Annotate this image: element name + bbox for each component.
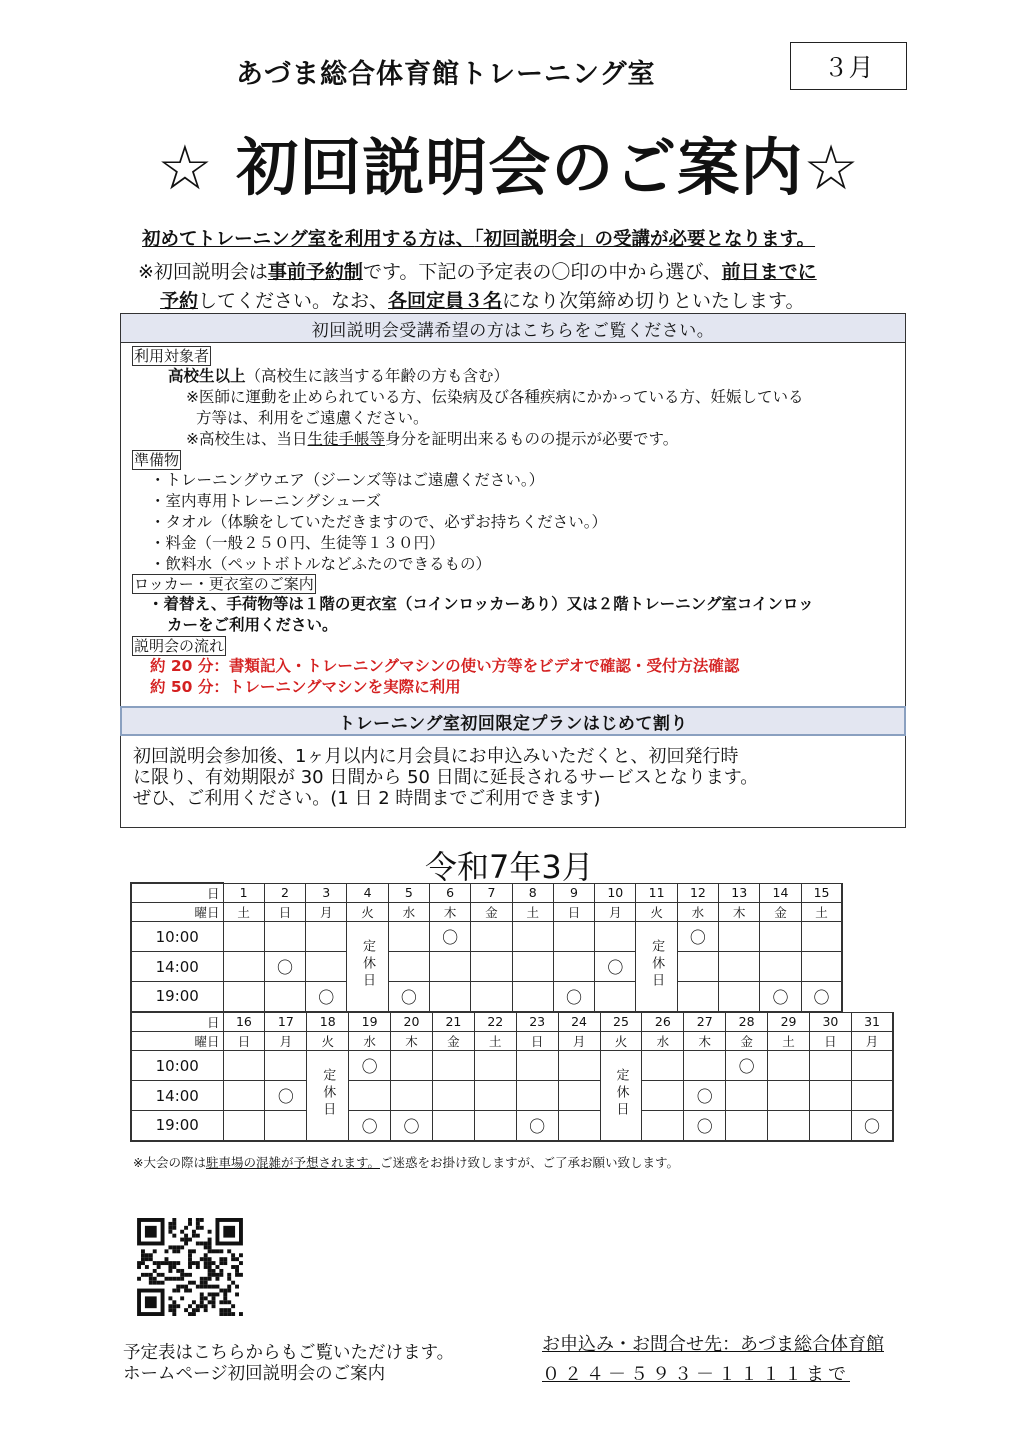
closed-label: 定休日 (649, 938, 665, 990)
available-mark[interactable]: 〇 (400, 987, 417, 1007)
slot-cell (429, 982, 470, 1012)
day-number: 20 (391, 1012, 433, 1032)
intro-text: 初めてトレーニング室を利用する方は、 (142, 229, 475, 250)
weekday: 金 (726, 1032, 768, 1051)
slot-cell (719, 922, 760, 952)
slot-cell (642, 1111, 684, 1141)
target-main-text: 高校生以上 (168, 367, 246, 385)
day-number: 16 (223, 1012, 265, 1032)
calendar-week-2 (130, 1011, 894, 1142)
slot-cell (223, 922, 264, 952)
slot-cell (719, 952, 760, 982)
intro-text: してください。なお、 (198, 290, 389, 312)
day-row-label: 日 (131, 1012, 223, 1032)
slot-cell (474, 1081, 516, 1111)
weekday: 火 (600, 1032, 642, 1051)
available-mark[interactable]: 〇 (276, 958, 293, 977)
closed-day-cell (307, 1051, 349, 1141)
day-number: 12 (677, 883, 718, 903)
weekday: 土 (801, 903, 842, 922)
day-number: 13 (719, 883, 760, 903)
slot-cell (349, 1081, 391, 1111)
slot-cell[interactable] (684, 1111, 726, 1141)
slot-cell (223, 982, 264, 1012)
intro-line-3 (160, 286, 805, 313)
slot-cell[interactable] (306, 982, 347, 1012)
weekday-row-label: 曜日 (131, 903, 223, 922)
slot-cell (595, 982, 636, 1012)
slot-cell (801, 952, 842, 982)
intro-line-2 (138, 257, 817, 284)
available-mark[interactable]: 〇 (813, 987, 830, 1007)
day-number: 9 (553, 883, 594, 903)
weekday: 木 (684, 1032, 726, 1051)
day-number: 8 (512, 883, 553, 903)
intro-line-1 (142, 225, 815, 251)
available-mark[interactable]: 〇 (566, 987, 583, 1007)
slot-cell (558, 1111, 600, 1141)
slot-cell (809, 1111, 851, 1141)
locker-section (132, 574, 316, 593)
slot-cell[interactable] (349, 1051, 391, 1081)
day-number: 2 (264, 883, 305, 903)
slot-cell[interactable] (349, 1111, 391, 1141)
slot-cell (265, 1051, 307, 1081)
target-note-1b: 方等は、利用をご遠慮ください。 (196, 409, 429, 427)
slot-cell (306, 922, 347, 952)
slot-cell (726, 1111, 768, 1141)
note-text: ※大会の際は (133, 1155, 206, 1170)
available-mark[interactable]: 〇 (772, 987, 789, 1007)
slot-cell (595, 922, 636, 952)
slot-cell (432, 1111, 474, 1141)
item-1: ・室内専用トレーニングシューズ (150, 492, 382, 510)
slot-cell (516, 1051, 558, 1081)
slot-cell (553, 922, 594, 952)
slot-cell[interactable] (388, 982, 429, 1012)
items-section (132, 450, 181, 469)
slot-cell[interactable] (726, 1051, 768, 1081)
flow-step-2: 約 50 分：トレーニングマシンを実際に利用 (150, 678, 461, 696)
target-main-note: （高校生に該当する年齢の方も含む） (245, 367, 510, 385)
closed-label: 定休日 (360, 938, 376, 990)
plan-line-3: ぜひ、ご利用ください。(1 日 2 時間までご利用できます) (133, 788, 601, 809)
intro-text: になり次第締め切りといたします。 (502, 290, 805, 312)
day-number: 23 (516, 1012, 558, 1032)
qr-caption-line-2: ホームページ初回説明会のご案内 (123, 1364, 386, 1384)
slot-cell (388, 952, 429, 982)
slot-cell[interactable] (851, 1111, 893, 1141)
intro-emphasis: 予約 (160, 290, 199, 312)
slot-cell[interactable] (801, 982, 842, 1012)
slot-cell (719, 982, 760, 1012)
note-emphasis: 生徒手帳等 (307, 430, 386, 448)
slot-cell (223, 952, 264, 982)
facility-name: あづま総合体育館トレーニング室 (236, 59, 656, 90)
weekday: 日 (264, 903, 305, 922)
slot-cell (264, 982, 305, 1012)
slot-cell (760, 952, 801, 982)
time-label: 10:00 (131, 922, 223, 952)
available-mark[interactable]: 〇 (696, 1087, 713, 1106)
day-number: 14 (760, 883, 801, 903)
day-number: 4 (347, 883, 388, 903)
weekday: 水 (642, 1032, 684, 1051)
slot-cell (851, 1081, 893, 1111)
weekday: 日 (516, 1032, 558, 1051)
slot-cell[interactable] (595, 952, 636, 982)
slot-cell (471, 922, 512, 952)
locker-label: ロッカー・更衣室のご案内 (134, 575, 314, 593)
slot-cell (471, 982, 512, 1012)
parking-note (133, 1153, 679, 1171)
weekday: 木 (391, 1032, 433, 1051)
day-number: 29 (768, 1012, 810, 1032)
slot-cell (809, 1051, 851, 1081)
available-mark[interactable]: 〇 (738, 1057, 755, 1076)
slot-cell (558, 1081, 600, 1111)
slot-cell[interactable] (677, 922, 718, 952)
weekday: 金 (432, 1032, 474, 1051)
weekday: 日 (553, 903, 594, 922)
slot-cell (809, 1081, 851, 1111)
available-mark[interactable]: 〇 (442, 928, 459, 947)
closed-label: 定休日 (320, 1067, 336, 1119)
weekday: 火 (347, 903, 388, 922)
slot-cell (851, 1051, 893, 1081)
qr-caption-line-1: 予定表はこちらからもご覧いただけます。 (123, 1343, 455, 1363)
time-label: 14:00 (131, 1081, 223, 1111)
slot-cell[interactable] (429, 922, 470, 952)
slot-cell (391, 1051, 433, 1081)
slot-cell[interactable] (684, 1081, 726, 1111)
intro-text: です。下記の予定表の〇印の中から選び、 (362, 261, 722, 283)
slot-cell (516, 1081, 558, 1111)
slot-cell (760, 922, 801, 952)
flow-step-1: 約 20 分：書類記入・トレーニングマシンの使い方等をビデオで確認・受付方法確認 (150, 657, 740, 675)
qr-code-icon[interactable] (136, 1218, 244, 1316)
day-number: 3 (306, 883, 347, 903)
slot-cell (432, 1051, 474, 1081)
slot-cell (512, 982, 553, 1012)
items-label: 準備物 (134, 451, 180, 469)
plan-line-2: に限り、有効期限が 30 日間から 50 日間に延長されるサービスとなります。 (133, 767, 759, 788)
flow-label: 説明会の流れ (134, 637, 225, 655)
day-number: 18 (307, 1012, 349, 1032)
slot-cell (223, 1051, 265, 1081)
contact-info: お申込み・お問合せ先：あづま総合体育館 (542, 1334, 884, 1355)
calendar-week-1 (130, 882, 843, 1013)
day-row-label: 日 (131, 883, 223, 903)
phone-number: ０２４－５９３－１１１１まで (542, 1364, 850, 1385)
slot-cell (726, 1081, 768, 1111)
day-number: 28 (726, 1012, 768, 1032)
locker-line-2: カーをご利用ください。 (167, 616, 338, 634)
slot-cell (768, 1051, 810, 1081)
weekday: 月 (851, 1032, 893, 1051)
slot-cell (265, 1111, 307, 1141)
weekday: 月 (595, 903, 636, 922)
weekday: 日 (809, 1032, 851, 1051)
day-number: 6 (429, 883, 470, 903)
note-text: 身分を証明出来るものの提示が必要です。 (385, 430, 679, 448)
slot-cell[interactable] (264, 952, 305, 982)
day-number: 27 (684, 1012, 726, 1032)
day-number: 15 (801, 883, 842, 903)
locker-line-1: ・着替え、手荷物等は１階の更衣室（コインロッカーあり）又は２階トレーニング室コインロッ (148, 595, 814, 613)
weekday: 金 (760, 903, 801, 922)
day-number: 25 (600, 1012, 642, 1032)
weekday: 金 (471, 903, 512, 922)
time-label: 19:00 (131, 982, 223, 1012)
weekday: 水 (349, 1032, 391, 1051)
plan-heading: トレーニング室初回限定プランはじめて割り (120, 706, 906, 736)
target-note-2 (186, 429, 678, 450)
note-emphasis: 駐車場の混雑が予想されます。 (205, 1155, 380, 1170)
closed-day-cell (347, 922, 388, 1012)
flow-section (132, 636, 226, 655)
month-badge: ３月 (790, 42, 907, 90)
available-mark[interactable]: 〇 (696, 1116, 713, 1136)
page-title: ☆ 初回説明会のご案内☆ (157, 131, 860, 204)
note-text: ご迷惑をお掛け致しますが、ご了承お願い致します。 (380, 1155, 680, 1170)
day-number: 21 (432, 1012, 474, 1032)
closed-label: 定休日 (613, 1067, 629, 1119)
slot-cell (306, 952, 347, 982)
intro-emphasis: 各回定員３名 (388, 290, 503, 312)
time-label: 10:00 (131, 1051, 223, 1081)
weekday: 土 (512, 903, 553, 922)
weekday: 木 (719, 903, 760, 922)
slot-cell[interactable] (553, 982, 594, 1012)
info-heading: 初回説明会受講希望の方はこちらをご覧ください。 (120, 313, 906, 343)
intro-text: ※初回説明会は (138, 261, 268, 283)
target-section (132, 346, 211, 365)
weekday: 土 (223, 903, 264, 922)
weekday: 火 (636, 903, 677, 922)
note-text: ※高校生は、当日 (186, 430, 308, 448)
slot-cell (768, 1081, 810, 1111)
closed-day-cell (636, 922, 677, 1012)
slot-cell[interactable] (265, 1081, 307, 1111)
slot-cell (512, 952, 553, 982)
weekday: 日 (223, 1032, 265, 1051)
weekday: 火 (307, 1032, 349, 1051)
item-0: ・トレーニングウエア（ジーンズ等はご遠慮ください。） (150, 471, 545, 489)
available-mark[interactable]: 〇 (403, 1116, 420, 1136)
slot-cell (223, 1111, 265, 1141)
plan-line-1: 初回説明会参加後、1ヶ月以内に月会員にお申込みいただくと、初回発行時 (133, 746, 739, 767)
day-number: 31 (851, 1012, 893, 1032)
slot-cell (391, 1081, 433, 1111)
day-number: 11 (636, 883, 677, 903)
day-number: 1 (223, 883, 264, 903)
slot-cell (223, 1081, 265, 1111)
target-label: 利用対象者 (134, 347, 210, 365)
slot-cell (558, 1051, 600, 1081)
time-label: 14:00 (131, 952, 223, 982)
slot-cell (512, 922, 553, 952)
slot-cell (474, 1111, 516, 1141)
available-mark[interactable]: 〇 (361, 1116, 378, 1136)
weekday: 月 (265, 1032, 307, 1051)
closed-day-cell (600, 1051, 642, 1141)
weekday: 水 (388, 903, 429, 922)
time-label: 19:00 (131, 1111, 223, 1141)
item-4: ・飲料水（ペットボトルなどふたのできるもの） (150, 555, 492, 573)
target-main (168, 366, 509, 387)
intro-emphasis: 事前予約制 (267, 261, 363, 283)
weekday: 土 (768, 1032, 810, 1051)
intro-emphasis: 前日までに (721, 261, 817, 283)
slot-cell (429, 952, 470, 982)
slot-cell (471, 952, 512, 982)
day-number: 5 (388, 883, 429, 903)
slot-cell (768, 1111, 810, 1141)
weekday: 月 (558, 1032, 600, 1051)
day-number: 30 (809, 1012, 851, 1032)
available-mark[interactable]: 〇 (529, 1116, 546, 1136)
available-mark[interactable]: 〇 (277, 1087, 294, 1106)
slot-cell[interactable] (760, 982, 801, 1012)
available-mark[interactable]: 〇 (689, 928, 706, 947)
available-mark[interactable]: 〇 (864, 1116, 881, 1136)
qr-caption (123, 1343, 454, 1385)
slot-cell[interactable] (516, 1111, 558, 1141)
day-number: 26 (642, 1012, 684, 1032)
day-number: 7 (471, 883, 512, 903)
slot-cell[interactable] (391, 1111, 433, 1141)
slot-cell (553, 952, 594, 982)
slot-cell (474, 1051, 516, 1081)
available-mark[interactable]: 〇 (318, 987, 335, 1007)
slot-cell (432, 1081, 474, 1111)
available-mark[interactable]: 〇 (361, 1057, 378, 1076)
target-note-1: ※医師に運動を止められている方、伝染病及び各種疾病にかかっている方、妊娠している (186, 388, 804, 406)
slot-cell (264, 922, 305, 952)
day-number: 17 (265, 1012, 307, 1032)
day-number: 10 (595, 883, 636, 903)
slot-cell (642, 1081, 684, 1111)
slot-cell (388, 922, 429, 952)
slot-cell (684, 1051, 726, 1081)
weekday-row-label: 曜日 (131, 1032, 223, 1051)
item-2: ・タオル（体験をしていただきますので、必ずお持ちください。） (150, 513, 607, 531)
weekday: 木 (429, 903, 470, 922)
weekday: 土 (474, 1032, 516, 1051)
slot-cell (642, 1051, 684, 1081)
slot-cell (801, 922, 842, 952)
day-number: 24 (558, 1012, 600, 1032)
day-number: 19 (349, 1012, 391, 1032)
slot-cell (677, 952, 718, 982)
weekday: 月 (306, 903, 347, 922)
weekday: 水 (677, 903, 718, 922)
day-number: 22 (474, 1012, 516, 1032)
available-mark[interactable]: 〇 (607, 958, 624, 977)
slot-cell (677, 982, 718, 1012)
calendar-title: 令和7年3月 (425, 848, 594, 886)
item-3: ・料金（一般２５０円、生徒等１３０円） (150, 534, 445, 552)
intro-emphasis: 「初回説明会」の受講が必要となります。 (474, 229, 816, 250)
